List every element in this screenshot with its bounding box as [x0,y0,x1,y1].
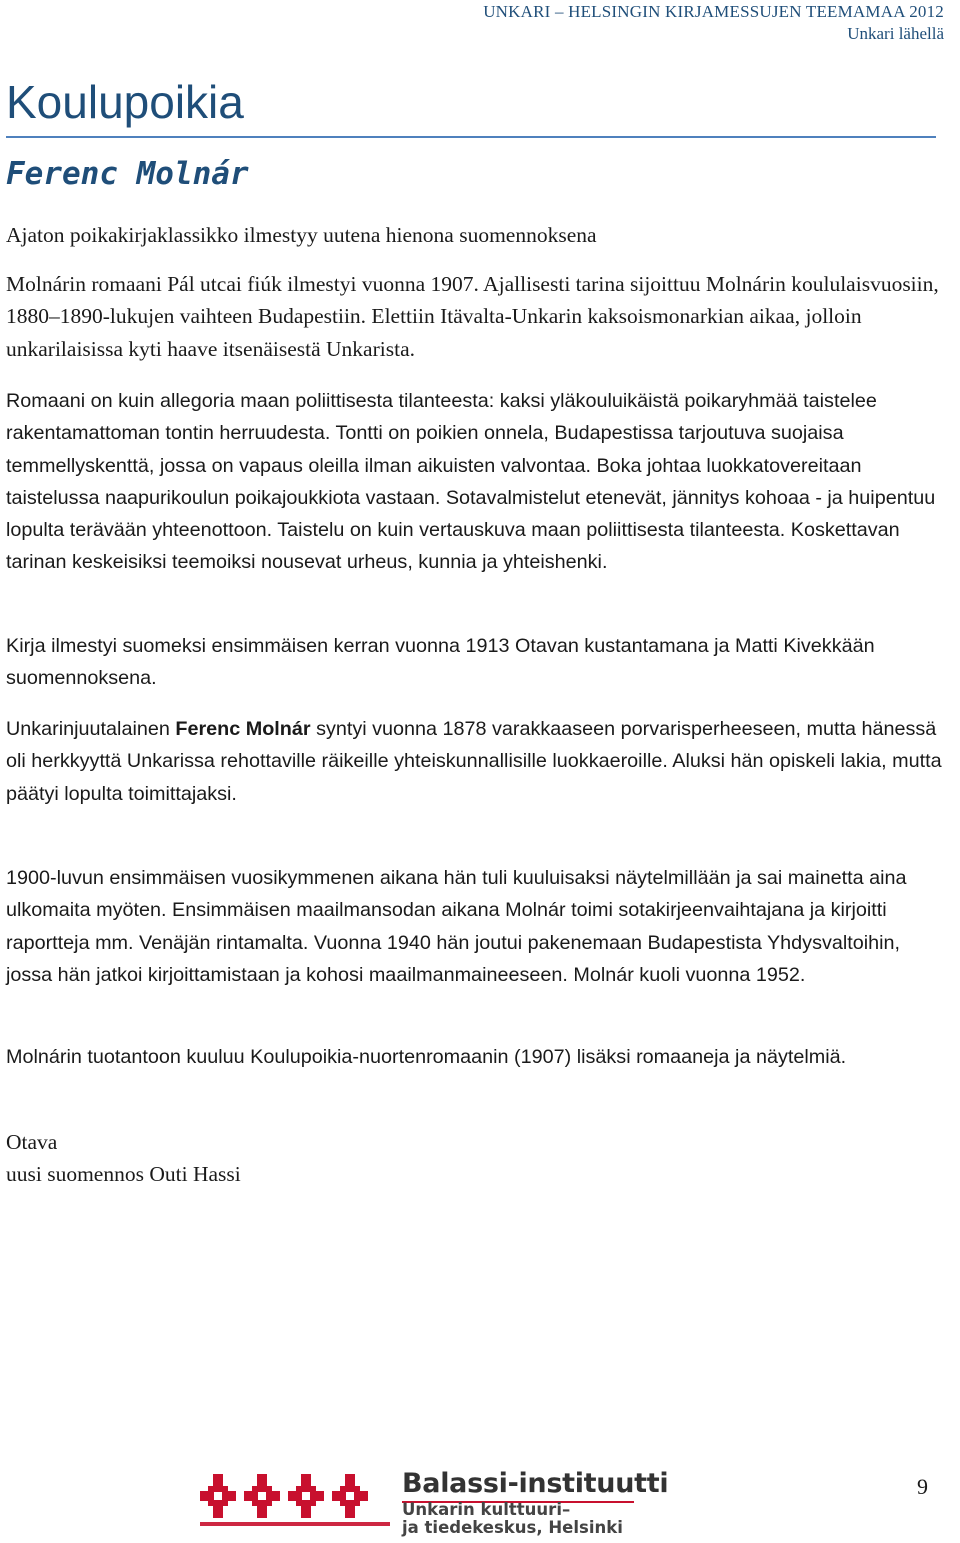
folk-pattern-icon [288,1474,324,1518]
folk-pattern-icon [200,1474,236,1518]
logo-subtitle-2: ja tiedekeskus, Helsinki [402,1518,623,1537]
folk-pattern-icon [244,1474,280,1518]
author-name-bold: Ferenc Molnár [175,718,311,740]
lead-paragraph: Ajaton poikakirjaklassikko ilmestyy uutena hienona suomennoksena [6,223,597,247]
title-divider [6,136,936,138]
logo-subtitle-1: Unkarin kulttuuri– [402,1500,571,1519]
running-header-subtitle: Unkari lähellä [847,24,944,43]
paragraph-2: Romaani on kuin allegoria maan poliittisesta tilanteesta: kaksi yläkouluikäistä poikaryhmää taistelee rakentamattoman tontin herruudesta. Tontti on poikien onnela, Budapestissa tarjoutuva suojaisa temmellyskenttä, jossa on vapaus oleilla ilman aikuisten valvontaa. Boka johtaa luokkatovereitaan taistelussa naapurikoulun poikajoukkiota vastaan. Sotavalmistelut etenevät, jännitys kohoaa - ja huipentuu lopulta terävään yhteenottoon. Taistelu on kuin vertauskuva maan poliittisesta tilanteesta. Koskettavan tarinan keskeisiksi teemoiksi nousevat urheus, kunnia ja yhteishenki. [6,390,936,574]
paragraph-4 [6,713,946,810]
article-author: Ferenc Molnár [6,156,249,192]
paragraph-1: Molnárin romaani Pál utcai fiúk ilmestyi vuonna 1907. Ajallisesti tarina sijoittuu Molnárin koululaisvuosiin, 1880–1890-lukujen vaihteen Budapestiin. Elettiin Itävalta-Unkarin kaksoismonarkian aikaa, jolloin unkarilaisissa kyti haave itsenäisestä Unkarista. [6,272,939,361]
publisher-line: Otava [6,1130,58,1154]
article-title: Koulupoikia [6,76,244,128]
paragraph-3: Kirja ilmestyi suomeksi ensimmäisen kerran vuonna 1913 Otavan kustantamana ja Matti Kivekkään suomennoksena. [6,635,875,690]
page-number: 9 [917,1474,928,1499]
running-header-title: UNKARI – HELSINGIN KIRJAMESSUJEN TEEMAMAA 2012 [483,2,944,21]
logo-name: Balassi-instituutti [402,1468,669,1499]
paragraph-5: 1900-luvun ensimmäisen vuosikymmenen aikana hän tuli kuuluisaksi näytelmillään ja sai mainetta aina ulkomaita myöten. Ensimmäisen maailmansodan aikana Molnár toimi sotakirjeenvaihtajana ja kirjoitti raportteja mm. Venäjän rintamalta. Vuonna 1940 hän joutui pakenemaan Budapestista Yhdysvaltoihin, jossa hän jatkoi kirjoittamistaan ja kohosi maailmanmaineeseen. Molnár kuoli vuonna 1952. [6,867,907,986]
paragraph-4-lead: Unkarinjuutalainen [6,718,176,740]
translator-line: uusi suomennos Outi Hassi [6,1162,241,1186]
paragraph-6: Molnárin tuotantoon kuuluu Koulupoikia-nuortenromaanin (1907) lisäksi romaaneja ja näytelmiä. [6,1046,847,1068]
paragraph-4-rest: syntyi vuonna 1878 varakkaaseen porvarisperheeseen, mutta hänessä oli herkkyyttä Unkarissa rehottaville räikeille yhteiskunnallisille luokkaeroille. Aluksi hän opiskeli lakia, mutta päätyi lopulta toimittajaksi. [6,718,942,805]
folk-pattern-icon [332,1474,368,1518]
